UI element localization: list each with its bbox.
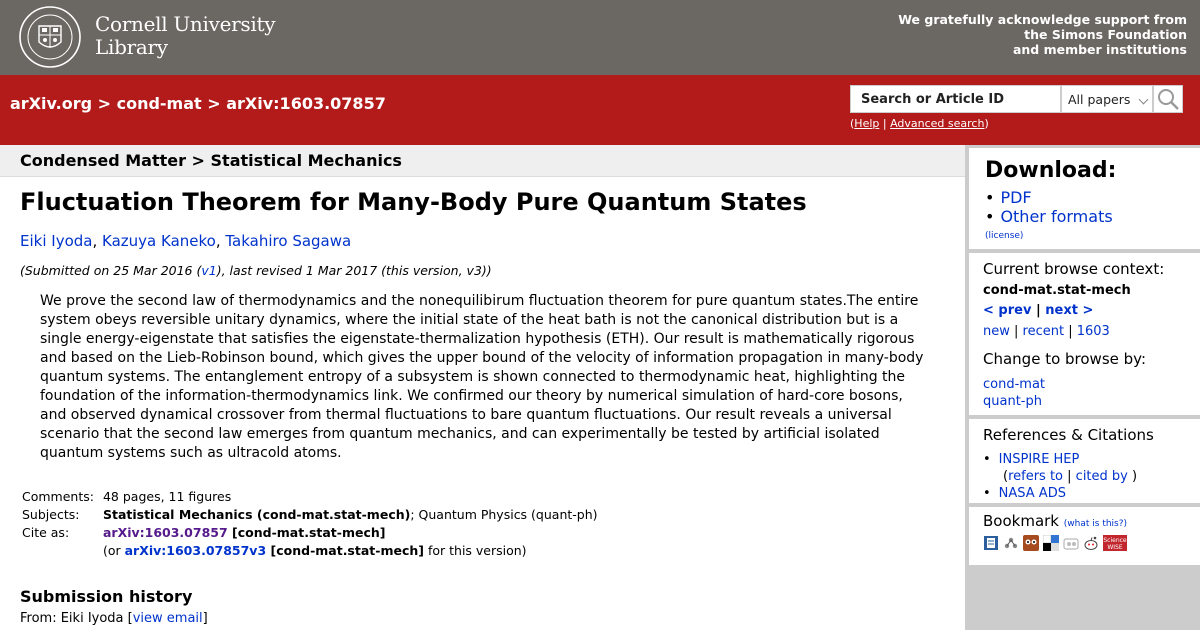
- breadcrumb-sep: >: [92, 94, 117, 113]
- submitter-line: [20, 611, 208, 626]
- download-list: [985, 188, 1113, 226]
- nasa-ads-link[interactable]: NASA ADS: [998, 486, 1066, 501]
- reference-item: [983, 485, 1137, 502]
- comments-label: Comments:: [22, 489, 94, 504]
- chevron-down-icon: [1139, 95, 1149, 105]
- browse-cond-mat-link[interactable]: cond-mat: [983, 377, 1046, 392]
- cite-version-value: [103, 542, 598, 560]
- author-list: Eiki Iyoda, Kazuya Kaneko, Takahiro Sagawa: [20, 232, 352, 250]
- month-link[interactable]: 1603: [1076, 324, 1110, 339]
- bookmark-box: [969, 507, 1200, 565]
- view-email-link[interactable]: view email: [132, 611, 203, 626]
- subject-header: [0, 145, 965, 177]
- breadcrumb-cond-mat[interactable]: cond-mat: [116, 94, 202, 113]
- sidebar: [965, 145, 1200, 630]
- cited-by-link[interactable]: cited by: [1075, 469, 1128, 484]
- submitter-text: ]: [202, 611, 208, 626]
- next-link[interactable]: next >: [1045, 303, 1094, 318]
- bookmark-heading-text: Bookmark: [983, 512, 1059, 530]
- inspire-hep-link[interactable]: INSPIRE HEP: [998, 452, 1080, 467]
- download-item: [985, 188, 1113, 207]
- comments-value: 48 pages, 11 figures: [102, 489, 232, 504]
- subjects-value: [103, 506, 598, 524]
- dateline-text: (Submitted on 25 Mar 2016 (: [20, 263, 202, 278]
- references-heading: References & Citations: [983, 426, 1154, 444]
- subjects-row: [22, 506, 598, 524]
- cite-version-prefix: (or: [102, 543, 125, 558]
- download-box: [969, 148, 1200, 249]
- cornell-seal-icon[interactable]: [19, 6, 81, 68]
- dateline-text: ), last revised 1 Mar 2017 (this version, v3)): [216, 263, 492, 278]
- citeulike-icon[interactable]: [1023, 535, 1039, 551]
- search-button[interactable]: [1153, 85, 1183, 113]
- breadcrumb-sep: >: [201, 94, 227, 113]
- acknowledgement: [898, 12, 1187, 57]
- digg-icon[interactable]: [1063, 535, 1079, 551]
- cite-value: [103, 524, 598, 542]
- cite-version-link[interactable]: arXiv:1603.07857v3: [124, 543, 267, 558]
- prev-next-nav: < prev | next >: [983, 303, 1094, 318]
- cite-category: [cond-mat.stat-mech]: [227, 525, 386, 540]
- breadcrumb-paper[interactable]: arXiv:1603.07857: [226, 94, 386, 113]
- what-is-this-link[interactable]: [1064, 512, 1127, 530]
- author-link[interactable]: Takahiro Sagawa: [225, 232, 352, 250]
- delicious-icon[interactable]: [1043, 535, 1059, 551]
- reference-subitem: (refers to | cited by ): [1003, 469, 1138, 484]
- reference-item: [983, 451, 1137, 468]
- secondary-subject: ; Quantum Physics (quant-ph): [410, 507, 598, 522]
- primary-subject: Statistical Mechanics (cond-mat.stat-mech): [102, 507, 411, 522]
- cite-label: Cite as:: [22, 525, 70, 540]
- submission-history-heading: Submission history: [20, 587, 193, 606]
- cite-row: [22, 524, 598, 542]
- cite-version-row: [22, 542, 598, 560]
- arxiv-header: [0, 75, 1200, 145]
- author-link[interactable]: Kazuya Kaneko: [102, 232, 216, 250]
- change-browse-label: Change to browse by:: [983, 350, 1147, 368]
- download-heading: Download:: [985, 158, 1117, 183]
- sciencewise-icon[interactable]: [1103, 535, 1127, 551]
- submission-dateline: [20, 263, 492, 278]
- search-scope-value: All papers: [1068, 92, 1131, 107]
- search-scope-select[interactable]: [1061, 85, 1153, 113]
- ack-line: We gratefully acknowledge support from: [898, 12, 1187, 27]
- library-name[interactable]: [95, 13, 275, 59]
- ack-line: the Simons Foundation: [1024, 27, 1187, 42]
- version-v1-link[interactable]: v1: [201, 263, 217, 278]
- browse-quant-ph-link[interactable]: quant-ph: [983, 394, 1042, 409]
- ack-line: and member institutions: [1012, 42, 1187, 57]
- sciencewise-text-line1: Science: [1103, 537, 1127, 544]
- recent-link[interactable]: recent: [1022, 324, 1065, 339]
- advanced-search-link[interactable]: Advanced search: [890, 117, 985, 130]
- submitter-text: From: Eiki Iyoda [: [20, 611, 133, 626]
- search-help-links: (Help | Advanced search): [850, 117, 989, 130]
- refers-to-link[interactable]: refers to: [1008, 469, 1064, 484]
- author-link[interactable]: Eiki Iyoda: [20, 232, 93, 250]
- pdf-link[interactable]: PDF: [1000, 188, 1032, 207]
- abstract: We prove the second law of thermodynamics and the nonequilibirum fluctuation theorem for pure quantum states.The entire system obeys reversible unitary dynamics, where the initial state of the heat bath is not the canonical distribution but is a single energy-eigenstate that satisfies the eigenstate-thermalization hypothesis (ETH). Our result is mathematically rigorous and based on the Lieb-Robinson bound, which gives the upper bound of the velocity of information propagation in many-body quantum systems. The entanglement entropy of a subsystem is shown connected to thermodynamic heat, highlighting the foundation of the information-thermodynamics link. We confirmed our theory by numerical simulation of hard-core bosons, and observed dynamical crossover from thermal fluctuations to bare quantum fluctuations. Our result reveals a universal scenario that the second law emerges from quantum mechanics, and can experimentally be tested by artificial isolated quantum systems such as ultracold atoms.: [40, 293, 924, 461]
- paper-title: Fluctuation Theorem for Many-Body Pure Quantum States: [20, 188, 807, 216]
- comments-row: [22, 488, 598, 506]
- cite-version-suffix: for this version): [423, 543, 527, 558]
- cornell-header: [0, 0, 1200, 75]
- license-link[interactable]: (license): [985, 231, 1024, 241]
- library-name-line2: Library: [95, 35, 168, 59]
- bookmark-heading: [983, 512, 1127, 530]
- subjects-label: Subjects:: [22, 507, 80, 522]
- new-link[interactable]: new: [983, 324, 1010, 339]
- browse-context-box: [969, 253, 1200, 415]
- breadcrumb-arxiv[interactable]: arXiv.org: [10, 94, 93, 113]
- other-formats-link[interactable]: Other formats: [1000, 207, 1113, 226]
- download-item: [985, 207, 1113, 226]
- cite-id-link[interactable]: arXiv:1603.07857: [102, 525, 228, 540]
- metadata-table: [22, 488, 598, 560]
- subject-header-text: Condensed Matter > Statistical Mechanics: [20, 151, 402, 170]
- breadcrumb: [10, 94, 386, 113]
- bibsonomy-icon[interactable]: [983, 535, 999, 551]
- prev-link[interactable]: < prev: [983, 303, 1032, 318]
- references-box: [969, 419, 1200, 503]
- cite-version-category: [cond-mat.stat-mech]: [266, 543, 424, 558]
- sciencewise-text-line2: WISE: [1107, 544, 1123, 551]
- browse-context-name: cond-mat.stat-mech: [983, 283, 1131, 298]
- search-input[interactable]: Search or Article ID: [850, 85, 1061, 113]
- library-name-line1: Cornell University: [95, 12, 276, 36]
- what-is-this-text: (what is this?): [1063, 519, 1128, 529]
- help-link[interactable]: Help: [854, 117, 880, 130]
- mendeley-icon[interactable]: [1003, 535, 1019, 551]
- listing-links: new | recent | 1603: [983, 324, 1110, 339]
- reddit-icon[interactable]: [1083, 535, 1099, 551]
- cite-version-spacer: [22, 542, 103, 560]
- references-list: [983, 451, 1137, 502]
- search-icon: [1154, 86, 1182, 112]
- browse-context-label: Current browse context:: [983, 260, 1165, 278]
